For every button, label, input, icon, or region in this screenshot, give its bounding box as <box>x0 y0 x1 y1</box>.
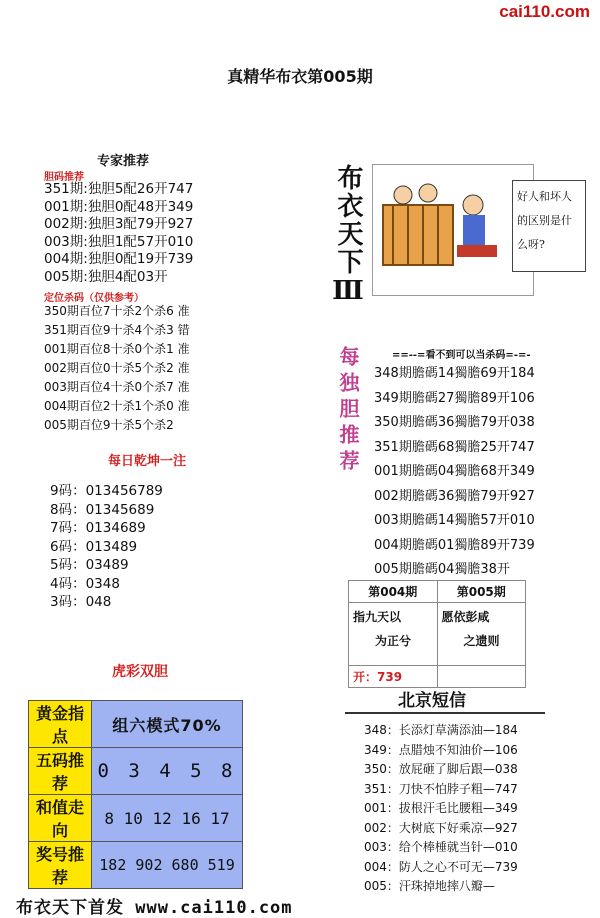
dan-line: 003期:独胆1配57开010 <box>44 233 194 250</box>
beijing-divider <box>345 712 545 714</box>
compare-body-row <box>349 603 526 666</box>
compare-head-row <box>349 581 526 603</box>
kill-line: 351期百位9十杀4个杀3 错 <box>44 323 190 337</box>
kill-line: 350期百位7十杀2个杀6 准 <box>44 304 190 318</box>
right-dan-line: 002期膽碼36獨膽79开927 <box>374 488 535 504</box>
tiger-row <box>29 701 243 748</box>
right-dan-line: 350期膽碼36獨膽79开038 <box>374 415 535 430</box>
kill-line: 004期百位2十杀1个杀0 准 <box>44 399 190 413</box>
compare-left-text2: 为正兮 <box>375 634 412 648</box>
tiger-banner: 虎彩双胆 <box>112 664 168 680</box>
sms-line: 348：长添灯草满添油—184 <box>364 723 518 737</box>
tiger-value: 8 10 12 16 17 <box>92 795 243 842</box>
tiger-label: 五码推荐 <box>29 748 92 795</box>
right-dan-line: 004期膽碼01獨膽89开739 <box>374 537 535 553</box>
dan-line: 005期:独胆4配03开 <box>44 268 168 285</box>
tiger-label: 和值走向 <box>29 795 92 842</box>
dan-list-header: ==--=看不到可以当杀码=-=- <box>392 350 531 361</box>
compare-right-text1: 愿依彭咸 <box>441 610 490 624</box>
right-dan-line: 003期膽碼14獨膽57开010 <box>374 513 535 528</box>
kill-line: 002期百位0十杀5个杀2 准 <box>44 361 190 375</box>
kill-line: 003期百位4十杀0个杀7 准 <box>44 380 190 394</box>
kill-line: 005期百位9十杀5个杀2 <box>44 418 174 432</box>
sms-line: 349：点腊烛不知油价—106 <box>364 742 518 757</box>
beijing-title: 北京短信 <box>398 691 466 711</box>
tiger-row <box>29 795 243 842</box>
tiger-label: 奖号推荐 <box>29 842 92 889</box>
dan-line: 001期:独胆0配48开349 <box>44 198 194 215</box>
speech-bubble <box>512 180 586 272</box>
compare-right-head: 第005期 <box>437 581 526 603</box>
daily-line: 5码：03489 <box>50 557 129 573</box>
brand-vertical: 布衣天下Ⅲ <box>333 164 363 308</box>
dan-list <box>44 181 193 286</box>
dan-line: 002期:独胆3配79开927 <box>44 216 194 232</box>
daily-line: 3码：048 <box>50 594 112 610</box>
compare-left-cell <box>349 603 438 666</box>
tiger-value: 0 3 4 5 8 <box>92 748 243 795</box>
tiger-row <box>29 748 243 795</box>
tiger-table <box>28 700 243 889</box>
tiger-row <box>29 842 243 889</box>
footer-text: 布衣天下首发 www.cai110.com <box>16 898 293 918</box>
tiger-value: 组六模式70% <box>92 701 243 748</box>
right-dan-line: 351期膽碼68獨膽25开747 <box>374 439 535 455</box>
kill-list <box>44 302 190 435</box>
right-dan-list <box>374 362 535 583</box>
sms-line: 002：大树底下好乘凉—927 <box>364 820 518 835</box>
site-logo: cai110.com <box>499 2 590 21</box>
sms-line: 004：防人之心不可无—739 <box>364 859 518 874</box>
right-dan-line: 005期膽碼04獨膽38开 <box>374 562 510 577</box>
compare-right-open <box>437 666 526 688</box>
compare-left-head: 第004期 <box>349 581 438 603</box>
daily-line: 7码：0134689 <box>50 520 146 536</box>
dan-line: 004期:独胆0配19开739 <box>44 251 194 267</box>
compare-left-text1: 指九天以 <box>353 610 402 624</box>
dan-line: 351期:独胆5配26开747 <box>44 181 194 197</box>
right-dan-line: 349期膽碼27獨膽89开106 <box>374 390 535 406</box>
daily-dan-vertical-label: 每独胆推荐 <box>336 346 360 476</box>
expert-heading: 专家推荐 <box>97 154 150 169</box>
right-dan-line: 348期膽碼14獨膽69开184 <box>374 366 535 381</box>
compare-left-open: 开：739 <box>349 666 438 688</box>
compare-table <box>348 580 526 688</box>
kill-line: 001期百位8十杀0个杀1 准 <box>44 342 190 356</box>
daily-line: 8码：01345689 <box>50 501 155 518</box>
daily-banner <box>44 450 250 469</box>
daily-banner-text: 每日乾坤一注 <box>102 454 192 469</box>
sms-list <box>364 721 518 897</box>
tiger-value: 182 902 680 519 <box>92 842 243 889</box>
kill-subheading: 定位杀码（仅供参考） <box>44 293 144 304</box>
courtroom-illustration <box>373 165 533 295</box>
page-title: 真精华布衣第005期 <box>227 67 373 86</box>
daily-line: 4码：0348 <box>50 575 120 592</box>
tiger-label: 黄金指点 <box>29 701 92 748</box>
cartoon-image <box>372 164 534 296</box>
compare-right-cell <box>437 603 526 666</box>
sms-line: 005：汗珠掉地摔八瓣— <box>364 879 495 893</box>
sms-line: 350：放屁砸了脚后跟—038 <box>364 762 518 776</box>
compare-right-text2: 之遗则 <box>463 634 500 648</box>
daily-line: 6码：013489 <box>50 538 138 555</box>
sms-line: 003：给个棒棰就当针—010 <box>364 840 518 854</box>
dan-subheading: 胆码推荐 <box>44 172 84 183</box>
compare-open-row <box>349 666 526 688</box>
sms-line: 351：刀快不怕脖子粗—747 <box>364 781 518 796</box>
cartoon-caption: 好人和坏人的区别是什么呀? <box>517 190 572 251</box>
daily-line: 9码：013456789 <box>50 483 163 499</box>
daily-list <box>50 482 163 612</box>
right-dan-line: 001期膽碼04獨膽68开349 <box>374 464 535 479</box>
sms-line: 001：拔根汗毛比腰粗—349 <box>364 801 518 815</box>
